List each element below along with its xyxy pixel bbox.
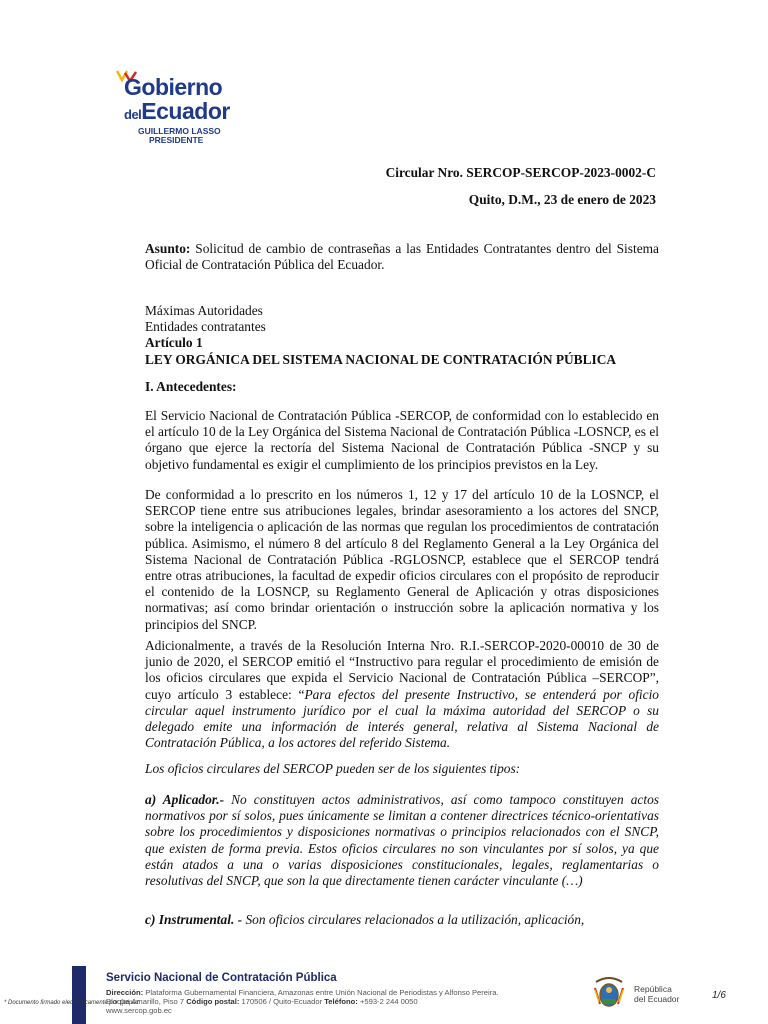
logo-del-ecuador: [124, 98, 230, 125]
paragraph-4: Los oficios circulares del SERCOP pueden ser de los siguientes tipos:: [145, 761, 521, 776]
footer-website[interactable]: www.sercop.gob.ec: [106, 1006, 172, 1015]
paragraph-5: [145, 792, 659, 889]
footer-title: Servicio Nacional de Contratación Pública: [106, 972, 337, 984]
coat-of-arms-icon: [592, 974, 626, 1012]
paragraph-3-quote: Para efectos del presente Instructivo, se entenderá por oficio circular aquel instrumento jurídico por el cual la máxima autoridad del SERCOP o su delegado emite una información de interés general, relativa al Sistema Nacional de Contratación Pública, a los actores del referido Sistema.: [145, 686, 659, 751]
logo-president-title: PRESIDENTE: [149, 135, 204, 145]
footer-address: [106, 988, 499, 997]
government-logo: [116, 70, 240, 146]
republic-label-1: República: [634, 984, 672, 994]
footer-accent-bar: [72, 966, 86, 1024]
footer-postal-label: Código postal:: [186, 997, 240, 1006]
article-label: Artículo 1: [145, 335, 203, 351]
logo-del: del: [124, 107, 142, 122]
item-c-label: c) Instrumental. -: [145, 912, 243, 927]
circular-number: Circular Nro. SERCOP-SERCOP-2023-0002-C: [385, 165, 656, 180]
footer-postal-text: 170506 / Quito-Ecuador: [239, 997, 325, 1006]
item-a-label: a) Aplicador.-: [145, 792, 225, 807]
recipient-line-1: Máximas Autoridades: [145, 303, 263, 318]
place-date: Quito, D.M., 23 de enero de 2023: [468, 192, 656, 207]
law-title: LEY ORGÁNICA DEL SISTEMA NACIONAL DE CONTRATACIÓN PÚBLICA: [145, 351, 617, 367]
footer-contact: [106, 997, 418, 1006]
recipient-line-2: Entidades contratantes: [145, 319, 266, 335]
item-c-text: Son oficios circulares relacionados a la utilización, aplicación,: [242, 912, 585, 927]
paragraph-3-text: Adicionalmente, a través de la Resolución Interna Nro. R.I.-SERCOP-2020-00010 de 30 de junio de 2020, el SERCOP emitió el “Instructivo para regular el procedimiento de emisión de los oficios circulares que expida el Servicio Nacional de Contratación Pública –SERCOP”, cuyo artículo 3 establece: “: [145, 638, 659, 702]
paragraph-6: [145, 912, 659, 928]
logo-president-name: GUILLERMO LASSO: [138, 126, 221, 136]
footer-phone-label: Teléfono:: [324, 997, 358, 1006]
signed-note: * Documento firmado electrónicamente por Quipux: [4, 1000, 139, 1006]
paragraph-2: De conformidad a lo prescrito en los números 1, 12 y 17 del artículo 10 de la LOSNCP, el SERCOP tiene entre sus atribuciones legales, brindar asesoramiento a los actores del SNCP, sobre la inteligencia o aplicación de las normas que regulan los procedimientos de contratación pública. Asimismo, el número 8 del artículo 8 del Reglamento General a la Ley Orgánica del Sistema Nacional de Contratación Pública -RGLOSNCP, establece que el SERCOP tendrá entre otras atribuciones, la facultad de expedir oficios circulares con el propósito de reproducir el contenido de la LOSNCP, su Reglamento General de Aplicación y otras disposiciones normativas; así como brindar orientación o instrucción sobre la aplicación normativa y los principios del SNCP.: [145, 487, 659, 632]
logo-gobierno: Gobierno: [124, 74, 223, 100]
republic-label-2: del Ecuador: [634, 994, 680, 1004]
page-number: 1/6: [712, 990, 726, 1001]
subject-text: Solicitud de cambio de contraseñas a las Entidades Contratantes dentro del Sistema Oficial de Contratación Pública del Ecuador.: [145, 241, 659, 273]
footer-address-label: Dirección:: [106, 988, 144, 997]
footer-phone-text: +593-2 244 0050: [357, 997, 418, 1006]
logo-ecuador: Ecuador: [141, 98, 230, 124]
paragraph-1: El Servicio Nacional de Contratación Pública -SERCOP, de conformidad con lo establecido en el artículo 10 de la Ley Orgánica del Sistema Nacional de Contratación Pública -LOSNCP, es el órgano que ejerce la rectoría del Sistema Nacional de Contratación Pública -SNCP y su objetivo fundamental es exigir el cumplimiento de los principios previstos en la Ley.: [145, 408, 659, 472]
recipients-block: [145, 303, 659, 368]
item-a-text: No constituyen actos administrativos, así como tampoco constituyen actos normativos por sí solos, pues únicamente se limitan a contener directrices técnico-orientativas sobre los procedimientos y disposiciones normativas o principios relacionados con el SNCP, que existen de forma previa. Estos oficios circulares no son vinculantes por sí solos, ya que están atados a una o varias disposiciones constitucionales, legales, reglamentarias o resolutivas del SNCP, que son la que directamente tienen carácter vinculante (…): [145, 792, 659, 889]
section-title: I. Antecedentes:: [145, 379, 237, 394]
subject-block: [145, 241, 659, 273]
footer-address-text: Plataforma Gubernamental Financiera, Amazonas entre Unión Nacional de Periodistas y Alfonso Pereira.: [143, 988, 499, 997]
subject-label: Asunto:: [145, 241, 191, 256]
footer-building: Bloque Amarillo, Piso 7: [106, 997, 187, 1006]
paragraph-3: [145, 638, 659, 751]
